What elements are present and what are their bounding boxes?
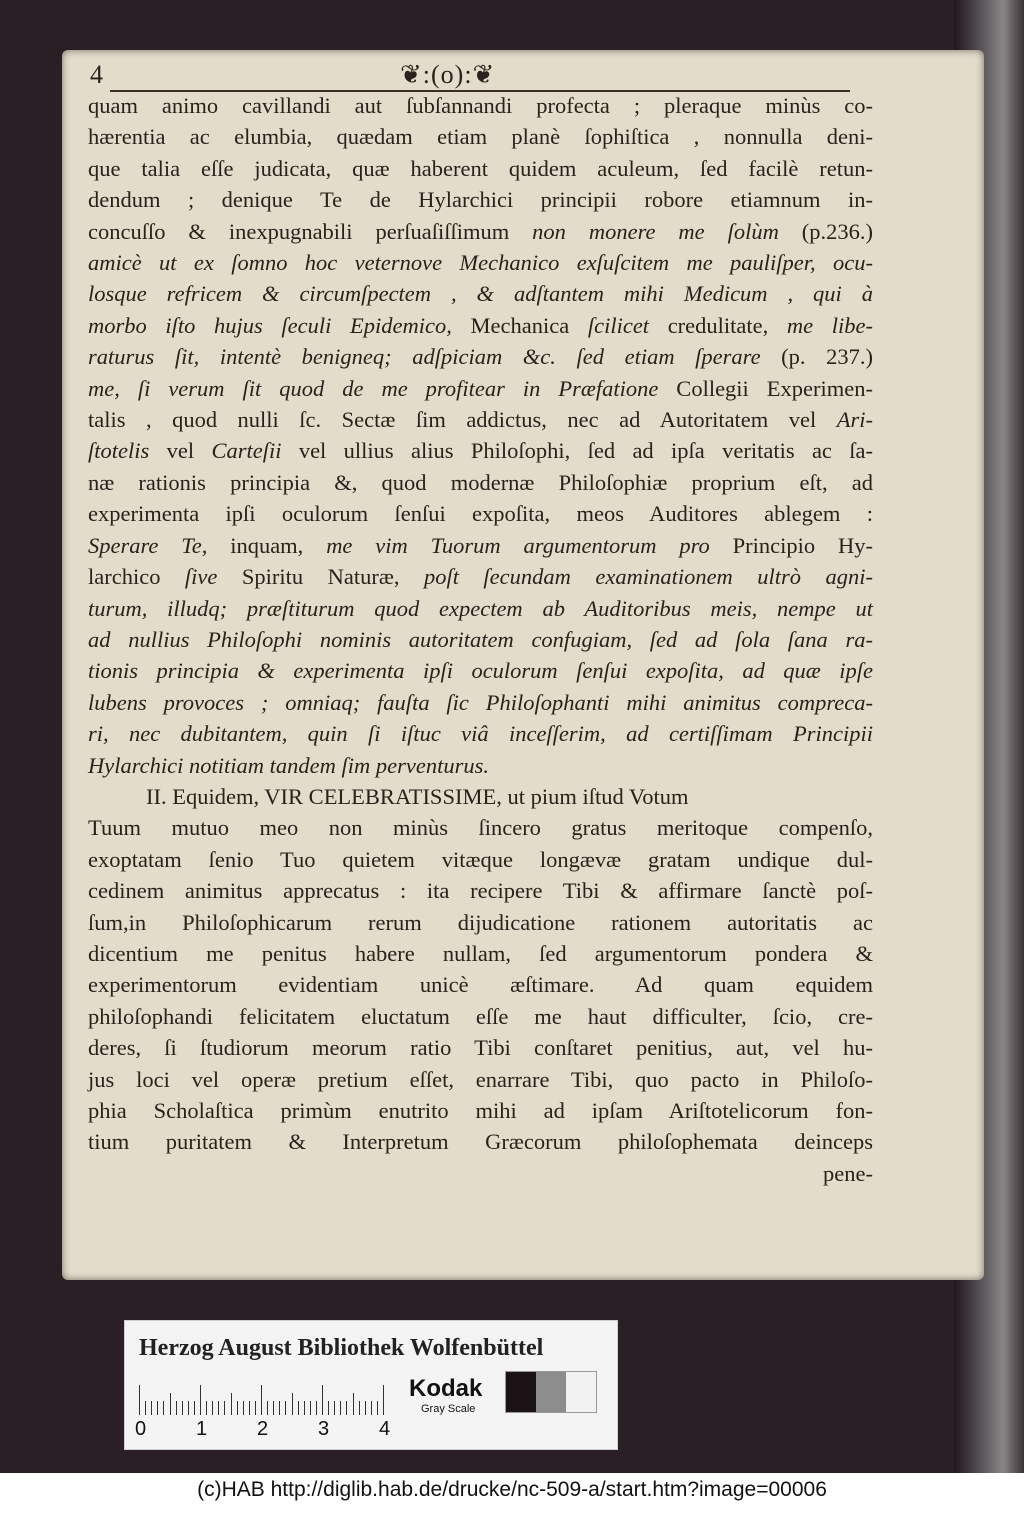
italic-text: amicè ut ex ſomno hoc veternove Mechanico exſuſcitem me pauliſper, ocu- [88,250,873,276]
ruler-tick [157,1401,158,1415]
ruler-tick [212,1401,213,1415]
swatch-dark [506,1372,536,1412]
text-line [88,404,873,435]
ruler-tick [237,1401,238,1415]
roman-text: philoſophandi felicitatem eluctatum eſſe me haut difficulter, ſcio, cre- [88,1003,873,1029]
roman-text: que talia eſſe judicata, quæ haberent quidem aculeum, ſed facilè retun- [88,155,873,181]
roman-text: exoptatam ſenio Tuo quietem vitæque longævæ gratam undique dul- [88,846,873,872]
roman-text: vel [149,438,212,464]
italic-text: non monere me ſolùm [532,218,779,244]
text-line [88,530,873,561]
page-number: 4 [90,60,103,89]
ruler-tick [273,1401,274,1415]
text-line [88,938,873,969]
ruler-tick [316,1401,317,1415]
ruler-tick [194,1401,195,1415]
roman-text: cedinem animitus apprecatus : ita recipere Tibi & affirmare ſanctè poſ- [88,878,873,904]
text-line [88,1064,873,1095]
italic-text: me vim Tuorum argumentorum pro [326,532,710,558]
italic-text: me, ſi verum ſit quod de me profitear in Præfatione [88,375,659,401]
ruler-tick [292,1393,293,1415]
ruler-number: 0 [135,1418,147,1440]
ruler-tick [322,1385,323,1415]
text-line [88,844,873,875]
text-line [88,750,873,781]
text-line [88,498,873,529]
ruler-tick [285,1401,286,1415]
text-line [88,1158,873,1189]
ruler-number: 4 [379,1418,391,1440]
ruler-tick [151,1401,152,1415]
text-line [88,875,873,906]
library-name: Herzog August Bibliothek Wolfenbüttel [139,1335,544,1361]
text-line [88,1001,873,1032]
roman-text: (p. 237.) [760,344,873,370]
italic-text: losque refricem & circumſpectem , & adſtantem mihi Medicum , qui à [88,281,873,307]
roman-text: tium puritatem & Interpretum Græcorum philoſophemata deinceps [88,1129,873,1155]
text-line [88,467,873,498]
roman-text: credulitate, [649,312,787,338]
ruler-tick [353,1393,354,1415]
ruler-tick [365,1401,366,1415]
text-line [88,781,873,812]
roman-text: pene- [823,1160,873,1186]
roman-text: quam animo cavillandi aut ſubſannandi profecta ; pleraque minùs co- [88,93,873,118]
italic-text: Ari- [836,407,873,433]
gray-scale-label: Gray Scale [421,1403,476,1415]
text-line [88,1095,873,1126]
text-line [88,561,873,592]
italic-text: ad nullius Philoſophi nominis autoritatem confugiam, ſed ad ſola ſana ra- [88,626,873,652]
text-line [88,1126,873,1157]
roman-text: concuſſo & inexpugnabili perſuaſiſſimum [88,218,533,244]
roman-text: II. Equidem, VIR CELEBRATISSIME, ut pium iſtud Votum [146,783,689,809]
text-line [88,687,873,718]
ruler-tick [334,1401,335,1415]
ruler-tick [218,1401,219,1415]
text-line [88,278,873,309]
ruler-labels [135,1418,405,1442]
swatch-light [566,1372,596,1412]
ruler-tick [346,1401,347,1415]
ruler-tick [188,1401,189,1415]
ruler-tick [182,1401,183,1415]
text-line [88,121,873,152]
ruler-tick [243,1401,244,1415]
library-label-card [124,1320,618,1450]
italic-text: tionis principia & experimenta ipſi oculorum ſenſui expoſita, ad quæ ipſe [88,658,873,684]
roman-text: Tuum mutuo meo non minùs ſincero gratus meritoque compenſo, [88,815,873,841]
text-line [88,184,873,215]
roman-text: experimenta ipſi oculorum ſenſui expoſita, meos Auditores ablegem : [88,501,873,527]
measurement-ruler [139,1379,395,1415]
ruler-tick [249,1401,250,1415]
ruler-number: 1 [196,1418,208,1440]
body-text [88,90,873,1189]
copyright-caption: (c)HAB http://diglib.hab.de/drucke/nc-509-a/start.htm?image=00006 [197,1478,827,1501]
italic-text: lubens provoces ; omniaq; fauſta ſic Philoſophanti mihi animitus compreca- [88,689,873,715]
text-line [88,1032,873,1063]
ruler-tick [328,1401,329,1415]
roman-text: Mechanica [451,312,588,338]
page-header [80,60,860,90]
italic-text: Hylarchici notitiam tandem ſim perventurus. [88,752,489,778]
ruler-tick [261,1385,262,1415]
ruler-tick [163,1401,164,1415]
roman-text: jus loci vel operæ pretium eſſet, enarrare Tibi, quo pacto in Philoſo- [88,1066,873,1092]
italic-text: ri, nec dubitantem, quin ſi iſtuc viâ inceſſerim, ad certiſſimam Principii [88,721,873,747]
roman-text: ſum,in Philoſophicarum rerum dijudicatione rationem autoritatis ac [88,909,873,935]
roman-text: deres, ſi ſtudiorum meorum ratio Tibi conſtaret penitius, aut, vel hu- [88,1035,873,1061]
swatch-mid [536,1372,566,1412]
roman-text: næ rationis principia &, quod modernæ Philoſophiæ proprium eſt, ad [88,469,873,495]
ruler-number: 3 [318,1418,330,1440]
text-line [88,153,873,184]
italic-text: raturus ſit, intentè benigneq; adſpiciam &c. ſed etiam ſperare [88,344,761,370]
ruler-tick [310,1401,311,1415]
text-line [88,90,873,121]
italic-text: Carteſii [211,438,282,464]
text-line [88,969,873,1000]
roman-text: talis , quod nulli ſc. Sectæ ſim addictus, nec ad Autoritatem vel [88,407,837,433]
ruler-tick [255,1401,256,1415]
ruler-tick [145,1401,146,1415]
text-line [88,812,873,843]
text-line [88,593,873,624]
ruler-tick [139,1385,140,1415]
text-line [88,247,873,278]
roman-text: dendum ; denique Te de Hylarchici principii robore etiamnum in- [88,187,873,213]
italic-text: morbo iſto hujus ſeculi Epidemico, [88,312,452,338]
italic-text: turum, illudq; præſtiturum quod expectem ab Auditoribus meis, nempe ut [88,595,873,621]
roman-text: (p.236.) [778,218,873,244]
roman-text: Collegii Experimen- [658,375,873,401]
gray-scale-swatches [505,1371,597,1413]
ruler-tick [224,1401,225,1415]
ruler-tick [200,1385,201,1415]
italic-text: ſive [184,564,218,590]
roman-text: hærentia ac elumbia, quædam etiam planè ſophiſtica , nonnulla deni- [88,124,873,150]
text-line [88,624,873,655]
ruler-number: 2 [257,1418,269,1440]
italic-text: me libe- [786,312,874,338]
text-line [88,655,873,686]
ruler-tick [377,1401,378,1415]
roman-text: inquam, [207,532,327,558]
italic-text: Sperare Te, [88,532,208,558]
ruler-tick [170,1393,171,1415]
roman-text: dicentium me penitus habere nullam, ſed argumentorum pondera & [88,940,873,966]
ruler-tick [359,1401,360,1415]
text-line [88,373,873,404]
ruler-tick [383,1385,384,1415]
text-line [88,435,873,466]
header-ornament-icon: ❦:(o):❦ [400,60,496,89]
ruler-tick [279,1401,280,1415]
text-line [88,341,873,372]
ruler-tick [267,1401,268,1415]
roman-text: Principio Hy- [709,532,873,558]
ruler-tick [298,1401,299,1415]
ruler-tick [340,1401,341,1415]
italic-text: ſcilicet [587,312,650,338]
roman-text: phia Scholaſtica primùm enutrito mihi ad ipſam Ariſtotelicorum fon- [88,1098,873,1123]
ruler-tick [304,1401,305,1415]
ruler-tick [206,1401,207,1415]
roman-text: larchico [88,564,185,590]
text-line [88,907,873,938]
ruler-tick [231,1393,232,1415]
roman-text: experimentorum evidentiam unicè æſtimare. Ad quam equidem [88,972,873,998]
text-line [88,718,873,749]
roman-text: vel ullius alius Philoſophi, ſed ad ipſa veritatis ac ſa- [281,438,874,464]
text-line [88,216,873,247]
roman-text: Spiritu Naturæ, [217,564,424,590]
italic-text: ſtotelis [88,438,150,464]
ruler-tick [371,1401,372,1415]
kodak-logo: Kodak [409,1375,483,1402]
italic-text: poſt ſecundam examinationem ultrò agni- [423,564,873,590]
text-line [88,310,873,341]
ruler-tick [176,1401,177,1415]
